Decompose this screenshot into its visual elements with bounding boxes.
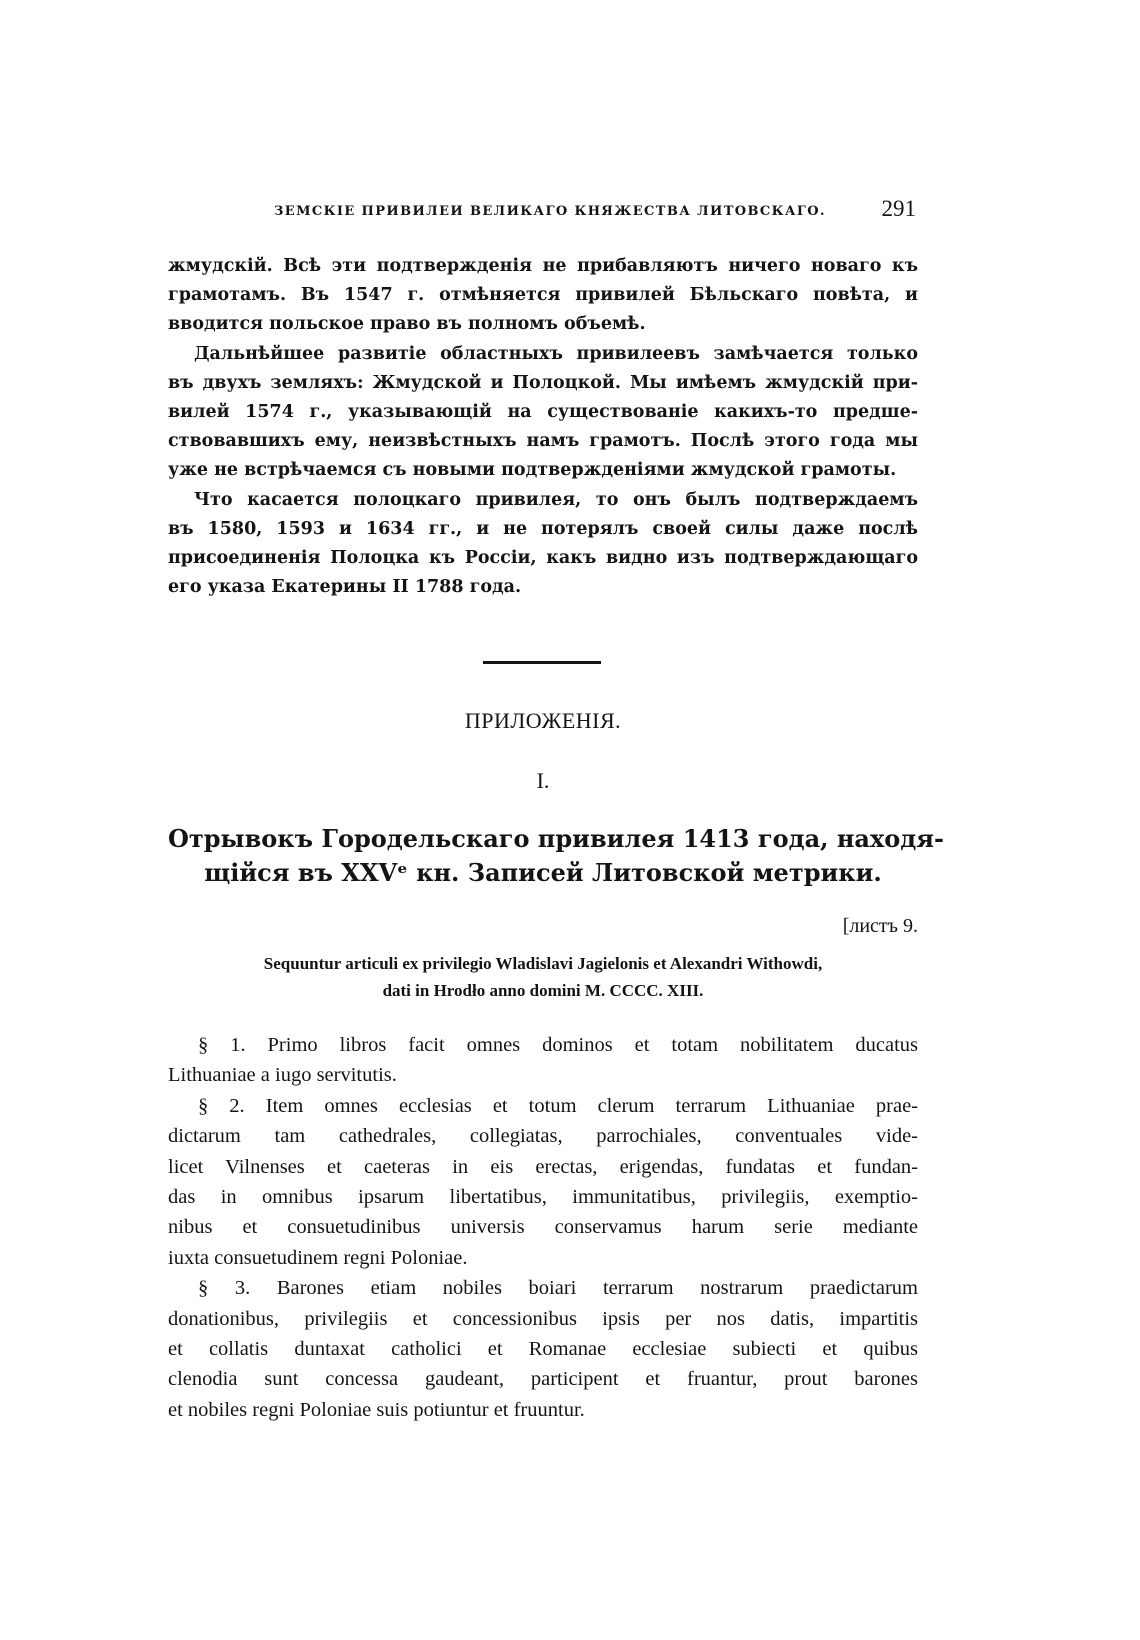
page-number: 291 bbox=[881, 196, 916, 221]
text-line: clenodia sunt concessa gaudeant, participent et fruantur, prout barones bbox=[168, 1368, 918, 1391]
text-line: въ 1580, 1593 и 1634 гг., и не потерялъ своей силы даже послѣ bbox=[168, 518, 918, 539]
document-title bbox=[168, 822, 944, 890]
running-header bbox=[168, 196, 918, 230]
text-line: Что касается полоцкаго привилея, то онъ былъ подтверждаемъ bbox=[194, 489, 918, 510]
text-line: donationibus, privilegiis et concessionibus ipsis per nos datis, impartitis bbox=[168, 1307, 918, 1330]
running-title: ЗЕМСКІЕ ПРИВИЛЕИ ВЕЛИКАГО КНЯЖЕСТВА ЛИТОВСКАГО. bbox=[274, 204, 826, 219]
paragraph bbox=[168, 252, 918, 340]
paragraph bbox=[168, 1091, 918, 1273]
sheet-reference: [листъ 9. bbox=[842, 915, 918, 937]
text-line: et nobiles regni Poloniae suis potiuntur et fruuntur. bbox=[168, 1398, 585, 1421]
text-line: грамотамъ. Въ 1547 г. отмѣняется привилей Бѣльскаго повѣта, и bbox=[168, 285, 918, 306]
paragraph bbox=[168, 1030, 918, 1091]
text-line: nibus et consuetudinibus universis conservamus harum serie mediante bbox=[168, 1216, 918, 1239]
text-line: licet Vilnenses et caeteras in eis erectas, erigendas, fundatas et fundan- bbox=[168, 1155, 918, 1178]
paragraph bbox=[168, 1273, 918, 1425]
text-line: ствовавшихъ ему, неизвѣстныхъ намъ грамотъ. Послѣ этого года мы bbox=[168, 431, 918, 452]
paragraph bbox=[168, 486, 918, 603]
text-line: Дальнѣйшее развитіе областныхъ привилеевъ замѣчается только bbox=[194, 343, 918, 364]
text-line: das in omnibus ipsarum libertatibus, immunitatibus, privilegiis, exemptio- bbox=[168, 1186, 918, 1209]
russian-text-block bbox=[168, 252, 918, 602]
latin-text-block bbox=[168, 1030, 918, 1425]
intro-line: dati in Hrodło anno domini M. CCCC. XIII. bbox=[382, 981, 704, 1000]
text-line: присоединенія Полоцка къ Россіи, какъ видно изъ подтверждающаго bbox=[168, 548, 918, 569]
paragraph bbox=[168, 340, 918, 486]
text-line: § 2. Item omnes ecclesias et totum clerum terrarum Lithuaniae prae- bbox=[198, 1094, 918, 1117]
intro-line: Sequuntur articuli ex privilegio Wladislavi Jagielonis et Alexandri Withowdi, bbox=[263, 954, 823, 973]
text-line: Lithuaniae a iugo servitutis. bbox=[168, 1064, 397, 1087]
text-line: уже не встрѣчаемся съ новыми подтвержденіями жмудской грамоты. bbox=[168, 460, 897, 481]
appendix-heading: ПРИЛОЖЕНІЯ. bbox=[464, 708, 622, 733]
text-line: § 3. Barones etiam nobiles boiari terrarum nostrarum praedictarum bbox=[198, 1277, 918, 1300]
text-line: § 1. Primo libros facit omnes dominos et totam nobilitatem ducatus bbox=[198, 1034, 918, 1056]
title-line: Отрывокъ Городельскаго привилея 1413 года, находя- bbox=[168, 824, 944, 853]
title-line: щійся въ XXVᵉ кн. Записей Литовской метрики. bbox=[204, 858, 882, 887]
section-divider bbox=[483, 661, 601, 664]
text-line: dictarum tam cathedrales, collegiatas, parrochiales, conventuales vide- bbox=[168, 1125, 918, 1148]
text-line: вилей 1574 г., указывающій на существованіе какихъ-то предше- bbox=[168, 402, 918, 423]
appendix-number: I. bbox=[536, 768, 550, 793]
text-line: въ двухъ земляхъ: Жмудской и Полоцкой. Мы имѣемъ жмудскій при- bbox=[168, 372, 918, 393]
text-line: жмудскій. Всѣ эти подтвержденія не прибавляютъ ничего новаго къ bbox=[168, 256, 918, 276]
text-line: вводится польское право въ полномъ объемѣ. bbox=[168, 314, 646, 335]
text-line: iuxta consuetudinem regni Poloniae. bbox=[168, 1246, 468, 1269]
intro-heading bbox=[168, 950, 918, 1004]
text-line: et collatis duntaxat catholici et Romanae ecclesiae subiecti et quibus bbox=[168, 1338, 918, 1361]
text-line: его указа Екатерины II 1788 года. bbox=[168, 577, 522, 598]
